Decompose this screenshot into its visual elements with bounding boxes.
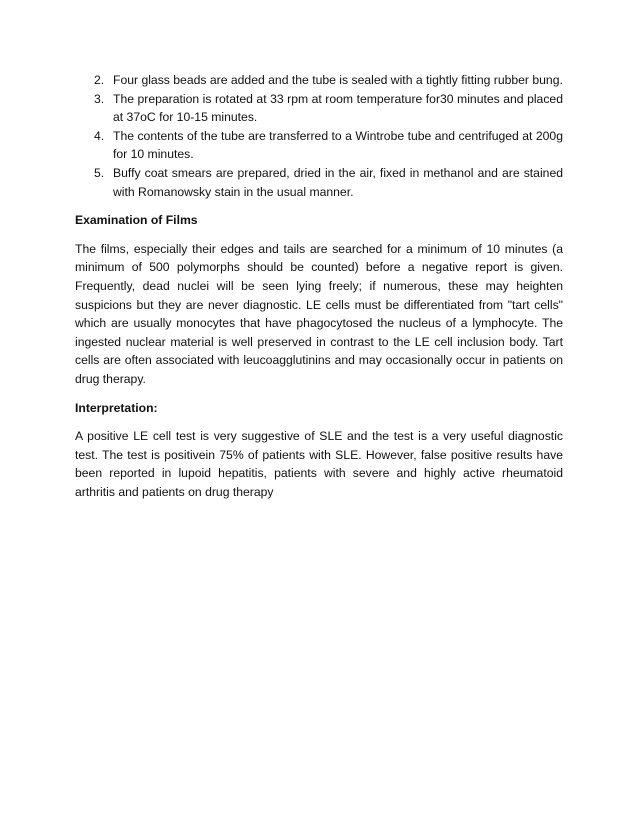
step-number: 4. <box>94 128 105 143</box>
step-text: The contents of the tube are transferred to a Wintrobe tube and centrifuged at 200g for 10 minutes. <box>113 128 563 162</box>
examination-paragraph: The films, especially their edges and tails are searched for a minimum of 10 minutes (a minimum of 500 polymorphs should be counted) before a negative report is given. Frequently, dead nuclei will be seen lying freely; if numerous, these may heighten suspicions but they are never diagnostic. LE cells must be differentiated from "tart cells" which are usually monocytes that have phagocytosed the nucleus of a lymphocyte. The ingested nuclear material is well preserved in contrast to the LE cell inclusion body. Tart cells are often associated with leucoagglutinins and may occasionally occur in patients on drug therapy. <box>75 241 563 386</box>
list-item <box>94 71 563 90</box>
step-number: 3. <box>94 91 105 106</box>
page-content <box>75 71 563 501</box>
step-text: The preparation is rotated at 33 rpm at room temperature for30 minutes and placed at 37oC for 10-15 minutes. <box>113 91 563 125</box>
step-text: Buffy coat smears are prepared, dried in the air, fixed in methanol and are stained with Romanowsky stain in the usual manner. <box>113 165 563 199</box>
list-item <box>94 90 563 127</box>
interpretation-paragraph: A positive LE cell test is very suggestive of SLE and the test is a very useful diagnostic test. The test is positivein 75% of patients with SLE. However, false positive results have been reported in lupoid hepatitis, patients with severe and highly active rheumatoid arthritis and patients on drug therapy <box>75 429 563 499</box>
step-number: 5. <box>94 165 105 180</box>
interpretation-heading: Interpretation: <box>75 400 158 415</box>
procedure-steps-list <box>75 71 563 201</box>
step-text: Four glass beads are added and the tube is sealed with a tightly fitting rubber bung. <box>113 73 563 87</box>
step-number: 2. <box>94 73 105 87</box>
list-item <box>94 164 563 201</box>
examination-heading: Examination of Films <box>75 213 198 228</box>
list-item <box>94 127 563 164</box>
